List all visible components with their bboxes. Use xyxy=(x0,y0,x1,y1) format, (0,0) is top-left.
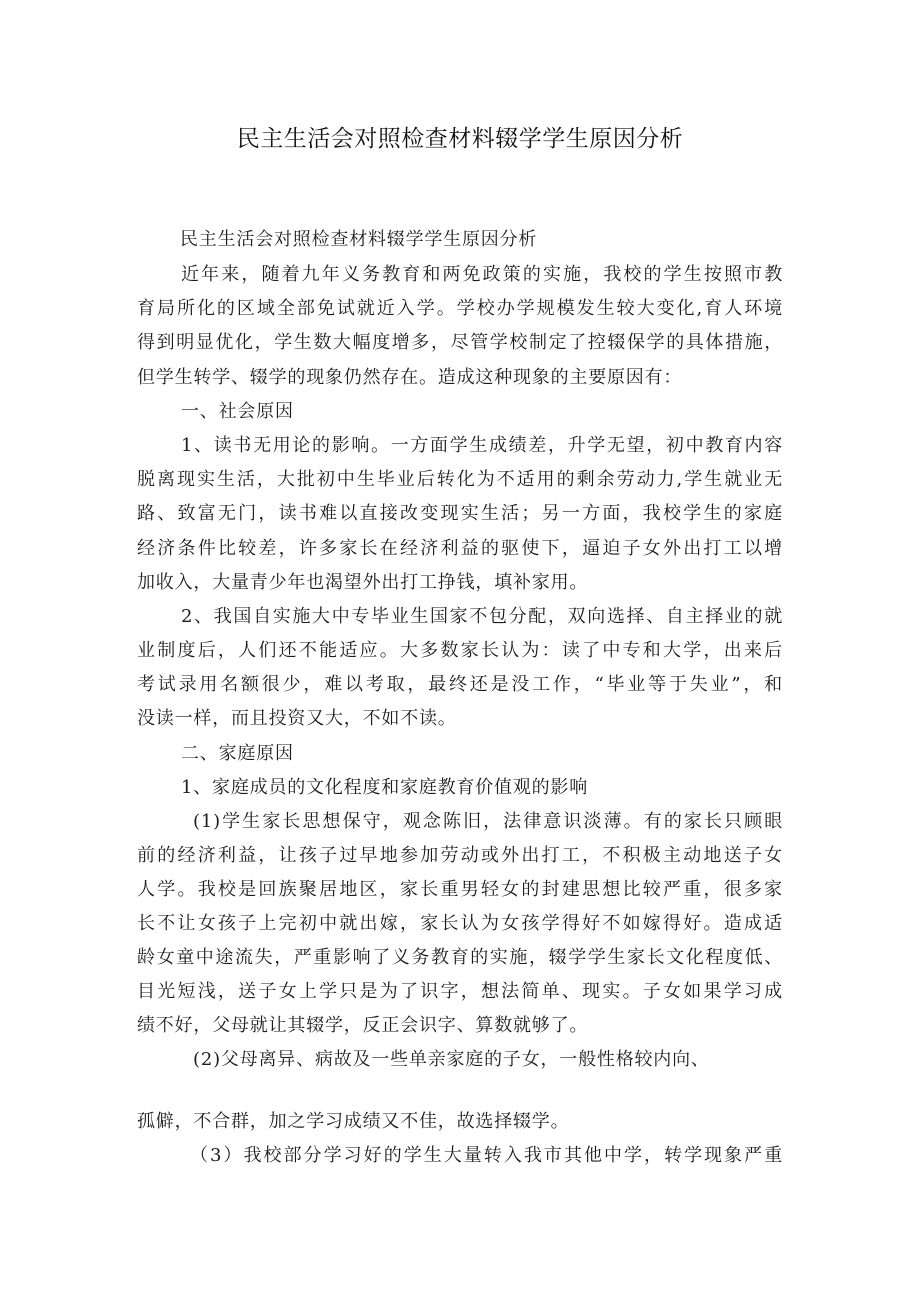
paragraph-line: 加收入，大量青少年也渴望外出打工挣钱，填补家用。 xyxy=(137,572,589,593)
paragraph-line: 2、我国自实施大中专毕业生国家不包分配，双向选择、自主择业的就 xyxy=(181,606,783,627)
paragraph-line: 前的经济利益，让孩子过早地参加劳动或外出打工，不积极主动地送子女 xyxy=(137,845,783,866)
paragraph-line: 龄女童中途流失，严重影响了义务教育的实施，辍学学生家长文化程度低、 xyxy=(137,947,783,968)
paragraph-line: (2)父母离异、病故及一些单亲家庭的子女，一般性格较内向、 xyxy=(193,1049,710,1070)
paragraph-line: 近年来，随着九年义务教育和两免政策的实施，我校的学生按照市教 xyxy=(181,264,783,285)
paragraph-line: 孤僻，不合群，加之学习成绩又不佳，故选择辍学。 xyxy=(137,1111,570,1132)
paragraph-line: 1、读书无用论的影响。一方面学生成绩差，升学无望，初中教育内容 xyxy=(181,435,783,456)
paragraph-line: 得到明显优化，学生数大幅度增多，尽管学校制定了控辍保学的具体措施， xyxy=(137,332,783,353)
section-heading: 一、社会原因 xyxy=(181,401,294,422)
paragraph-line: 业制度后，人们还不能适应。大多数家长认为：读了中专和大学，出来后 xyxy=(137,640,783,661)
paragraph-line: 没读一样，而且投资又大，不如不读。 xyxy=(137,708,457,729)
paragraph-line: 长不让女孩子上完初中就出嫁，家长认为女孩学得好不如嫁得好。造成适 xyxy=(137,913,783,934)
subtitle-line: 民主生活会对照检查材料辍学学生原因分析 xyxy=(180,229,538,250)
paragraph-line: 目光短浅，送子女上学只是为了识字，想法简单、现实。子女如果学习成 xyxy=(137,981,783,1002)
paragraph-line: (1)学生家长思想保守，观念陈旧，法律意识淡薄。有的家长只顾眼 xyxy=(193,811,783,832)
paragraph-line: 经济条件比较差，许多家长在经济利益的驱使下，逼迫子女外出打工以增 xyxy=(137,538,783,559)
paragraph-line: 但学生转学、辍学的现象仍然存在。造成这种现象的主要原因有： xyxy=(137,367,683,388)
paragraph-line: 脱离现实生活，大批初中生毕业后转化为不适用的剩余劳动力,学生就业无 xyxy=(137,469,783,490)
subsection-heading: 1、家庭成员的文化程度和家庭教育价值观的影响 xyxy=(181,777,589,798)
paragraph-line: 育局所化的区域全部免试就近入学。学校办学规模发生较大变化,育人环境 xyxy=(137,298,783,319)
document-title: 民主生活会对照检查材料辍学学生原因分析 xyxy=(236,126,684,152)
section-heading: 二、家庭原因 xyxy=(181,743,294,764)
paragraph-line: 人学。我校是回族聚居地区，家长重男轻女的封建思想比较严重，很多家 xyxy=(137,879,783,900)
paragraph-line: （3）我校部分学习好的学生大量转入我市其他中学，转学现象严重 xyxy=(190,1145,783,1166)
paragraph-line: 绩不好，父母就让其辍学，反正会识字、算数就够了。 xyxy=(137,1015,589,1036)
paragraph-line: 路、致富无门，读书难以直接改变现实生活；另一方面，我校学生的家庭 xyxy=(137,503,783,524)
paragraph-line: 考试录用名额很少，难以考取，最终还是没工作，“毕业等于失业”，和 xyxy=(137,674,783,695)
